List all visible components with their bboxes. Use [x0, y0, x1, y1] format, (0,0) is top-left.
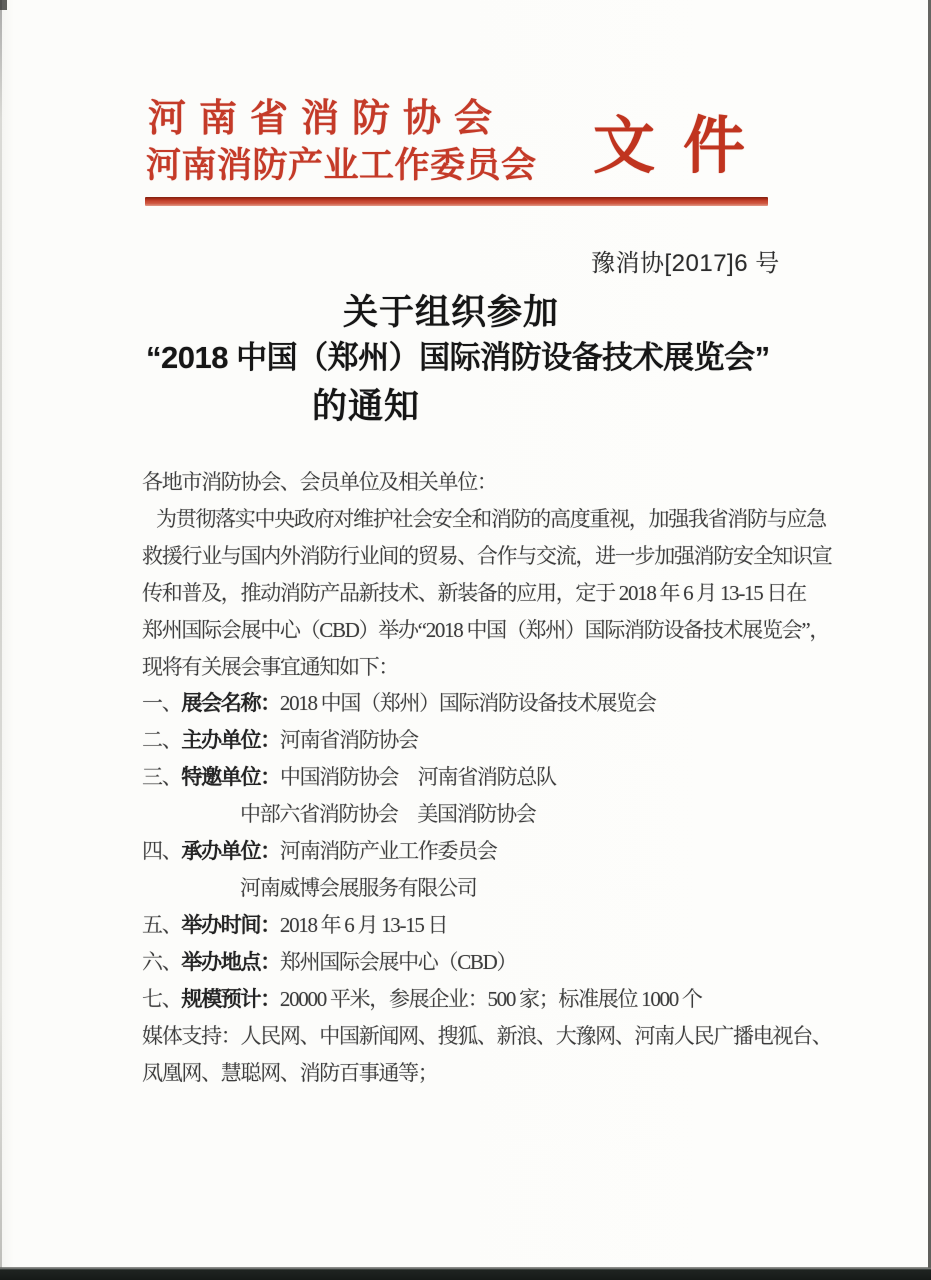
item-label: 展会名称： — [181, 691, 280, 716]
item-value: 中国消防协会 河南省消防总队 — [279, 765, 556, 790]
item-label: 举办地点： — [181, 949, 280, 974]
item-row-2 — [142, 722, 832, 759]
item-row-7 — [142, 981, 832, 1018]
item-number: 三、 — [142, 765, 182, 790]
paragraph-line: 救援行业与国内外消防行业间的贸易、合作与交流，进一步加强消防安全知识宣 — [142, 543, 832, 568]
item-label: 举办时间： — [181, 912, 280, 937]
notice-title-line2: “2018 中国（郑州）国际消防设备技术展览会” — [146, 340, 770, 375]
scan-left-edge — [0, 0, 2, 1268]
letterhead-org-line2: 河南消防产业工作委员会 — [146, 146, 537, 185]
salutation: 各地市消防协会、会员单位及相关单位： — [142, 470, 497, 494]
letterhead-doc-type: 文件 — [593, 112, 774, 181]
media-support-line: 媒体支持：人民网、中国新闻网、搜狐、新浪、大豫网、河南人民广播电视台、 — [142, 1023, 832, 1048]
item-value: 2018 中国（郑州）国际消防设备技术展览会 — [279, 691, 656, 716]
scan-bottom-bar — [0, 1267, 931, 1280]
item-number: 二、 — [142, 728, 182, 753]
item-value: 河南消防产业工作委员会 — [279, 839, 497, 864]
item-label: 规模预计： — [181, 986, 280, 1011]
letterhead-red-divider — [145, 197, 768, 206]
item-number: 一、 — [142, 691, 182, 716]
item-label: 特邀单位： — [181, 765, 280, 790]
item-label: 承办单位： — [181, 839, 280, 864]
notice-body — [142, 464, 832, 1091]
item-continuation: 中部六省消防协会 美国消防协会 — [240, 802, 536, 827]
item-number: 七、 — [142, 986, 182, 1011]
item-number: 四、 — [142, 839, 182, 864]
paragraph-line: 为贯彻落实中央政府对维护社会安全和消防的高度重视，加强我省消防与应急 — [156, 506, 826, 531]
doc-number: 豫消协[2017]6 号 — [591, 250, 780, 277]
notice-title-line1: 关于组织参加 — [343, 293, 560, 332]
item-number: 六、 — [142, 949, 182, 974]
paragraph-line: 郑州国际会展中心（CBD）举办“2018 中国（郑州）国际消防设备技术展览会”， — [142, 617, 830, 642]
item-row-6 — [142, 944, 832, 981]
paragraph-line: 传和普及，推动消防产品新技术、新装备的应用，定于 2018 年 6 月 13-15 日在 — [142, 580, 806, 605]
scan-left-corner-mark — [0, 0, 7, 10]
media-support-line: 凤凰网、慧聪网、消防百事通等； — [142, 1060, 438, 1085]
item-label: 主办单位： — [181, 728, 280, 753]
notice-title-line3: 的通知 — [312, 387, 421, 426]
item-row-3 — [142, 759, 832, 796]
item-row-4 — [142, 833, 832, 870]
item-value: 河南省消防协会 — [279, 728, 418, 753]
paragraph-line: 现将有关展会事宜通知如下： — [142, 654, 399, 679]
item-continuation: 河南威博会展服务有限公司 — [240, 875, 477, 900]
item-value: 20000 平米，参展企业：500 家；标准展位 1000 个 — [279, 986, 702, 1011]
item-row-1 — [142, 685, 832, 722]
letterhead-org-line1: 河南省消防协会 — [148, 98, 506, 140]
item-number: 五、 — [142, 912, 182, 937]
item-value: 2018 年 6 月 13-15 日 — [279, 912, 448, 937]
item-row-5 — [142, 907, 832, 944]
item-value: 郑州国际会展中心（CBD） — [279, 949, 517, 974]
